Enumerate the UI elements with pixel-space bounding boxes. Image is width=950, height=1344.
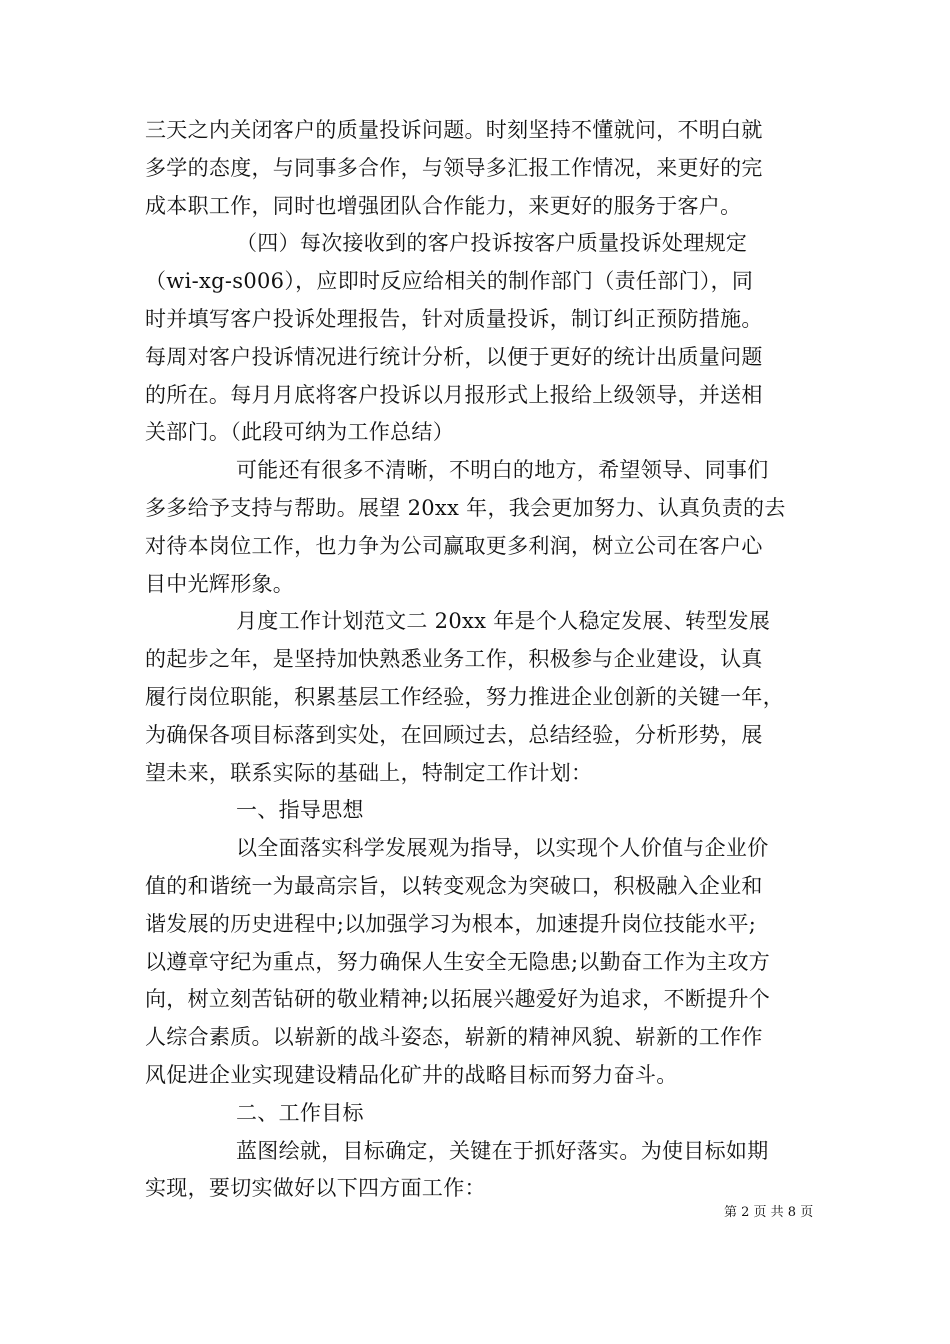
text-line: 履行岗位职能，积累基层工作经验，努力推进企业创新的关键一年， [145, 685, 784, 709]
text-line: 风促进企业实现建设精品化矿井的战略目标而努力奋斗。 [145, 1063, 678, 1087]
text-line: 以遵章守纪为重点，努力确保人生安全无隐患;以勤奋工作为主攻方 [145, 949, 771, 974]
text-line: 月度工作计划范文二 20xx 年是个人稳定发展、转型发展 [236, 609, 771, 634]
text-line: 三天之内关闭客户的质量投诉问题。时刻坚持不懂就问，不明白就 [145, 118, 763, 142]
text-line: （四）每次接收到的客户投诉按客户质量投诉处理规定 [236, 231, 748, 256]
text-line: 关部门。（此段可纳为工作总结） [145, 420, 454, 445]
text-line: 时并填写客户投诉处理报告，针对质量投诉，制订纠正预防措施。 [145, 307, 763, 331]
text-line: 谐发展的历史进程中;以加强学习为根本，加速提升岗位技能水平; [145, 911, 757, 936]
text-line: 蓝图绘就，目标确定，关键在于抓好落实。为使目标如期 [236, 1138, 769, 1163]
text-line: 每周对客户投诉情况进行统计分析，以便于更好的统计出质量问题 [145, 344, 763, 369]
text-line: 的起步之年，是坚持加快熟悉业务工作，积极参与企业建设，认真 [145, 647, 763, 672]
page-number: 第 2 页 共 8 页 [724, 1205, 814, 1220]
text-line: 的所在。每月月底将客户投诉以月报形式上报给上级领导，并送相 [145, 382, 763, 407]
text-line: （wi-xg-s006），应即时反应给相关的制作部门（责任部门），同 [145, 269, 754, 294]
text-line: 望未来，联系实际的基础上，特制定工作计划： [145, 760, 593, 785]
text-line: 对待本岗位工作，也力争为公司赢取更多利润，树立公司在客户心 [145, 533, 763, 558]
text-line: 值的和谐统一为最高宗旨，以转变观念为突破口，积极融入企业和 [145, 874, 763, 898]
text-line: 多多给予支持与帮助。展望 20xx 年，我会更加努力、认真负责的去 [145, 496, 786, 520]
text-line: 实现，要切实做好以下四方面工作： [145, 1176, 486, 1201]
text-line: 多学的态度，与同事多合作，与领导多汇报工作情况，来更好的完 [145, 155, 763, 180]
text-line: 成本职工作，同时也增强团队合作能力，来更好的服务于客户。 [145, 193, 742, 218]
text-line: 可能还有很多不清晰，不明白的地方，希望领导、同事们 [236, 458, 769, 483]
section-heading: 一、指导思想 [236, 798, 364, 823]
section-heading: 二、工作目标 [236, 1100, 364, 1125]
text-line: 向，树立刻苦钻研的敬业精神;以拓展兴趣爱好为追求，不断提升个 [145, 987, 771, 1012]
text-line: 以全面落实科学发展观为指导，以实现个人价值与企业价 [236, 836, 769, 861]
text-line: 目中光辉形象。 [145, 571, 295, 596]
text-line: 人综合素质。以崭新的战斗姿态，崭新的精神风貌、崭新的工作作 [145, 1025, 763, 1050]
text-line: 为确保各项目标落到实处，在回顾过去，总结经验，分析形势，展 [145, 722, 763, 747]
